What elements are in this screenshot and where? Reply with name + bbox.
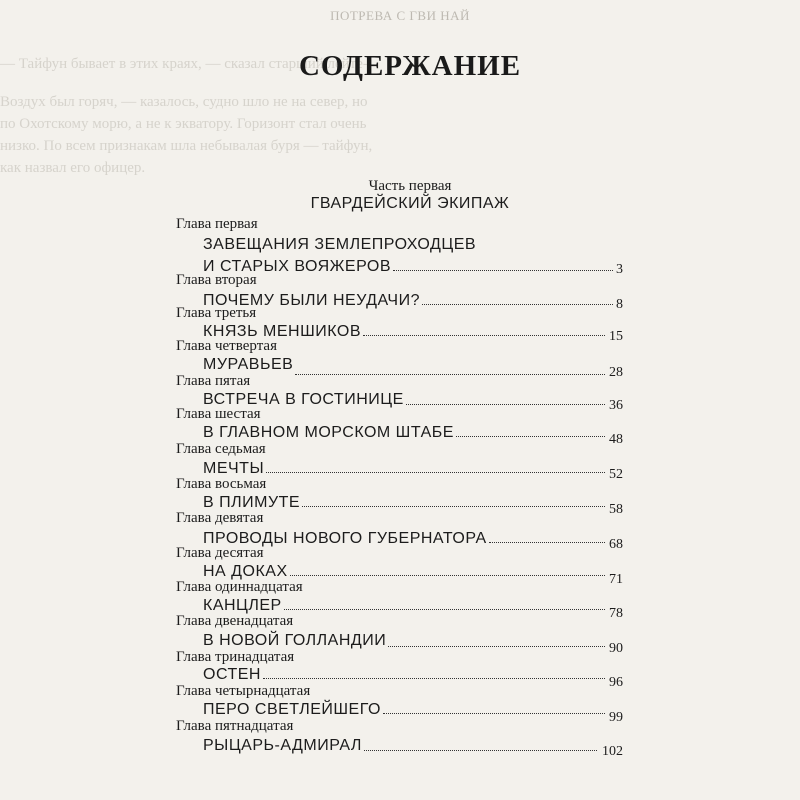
- chapter-title: В ПЛИМУТЕ: [203, 494, 301, 511]
- page-number: 68: [609, 537, 623, 552]
- chapter-label: Глава десятая: [176, 545, 264, 561]
- chapter-label: Глава восьмая: [176, 476, 267, 492]
- chapter-label: Глава вторая: [176, 272, 257, 288]
- chapter-title: НА ДОКАХ: [203, 563, 288, 580]
- chapter-title: МУРАВЬЕВ: [203, 356, 294, 373]
- show-through-text: как назвал его офицер.: [0, 160, 146, 176]
- show-through-text: по Охотскому морю, а не к экватору. Горизонт стал очень: [0, 116, 367, 132]
- leader-dots: [266, 472, 605, 473]
- leader-dots: [290, 575, 605, 576]
- chapter-label: Глава одиннадцатая: [176, 579, 303, 595]
- page-number: 58: [609, 502, 623, 517]
- page-number: 52: [609, 467, 623, 482]
- chapter-title: В ГЛАВНОМ МОРСКОМ ШТАБЕ: [203, 424, 454, 441]
- chapter-title: ОСТЕН: [203, 666, 261, 683]
- chapter-title: ПРОВОДЫ НОВОГО ГУБЕРНАТОРА: [203, 530, 487, 547]
- chapter-title: ВСТРЕЧА В ГОСТИНИЦЕ: [203, 391, 404, 408]
- chapter-title: МЕЧТЫ: [203, 460, 265, 477]
- chapter-label: Глава девятая: [176, 510, 264, 526]
- page-number: 102: [602, 744, 623, 759]
- page-number: 96: [609, 675, 623, 690]
- leader-dots: [383, 713, 605, 714]
- page-number: 36: [609, 398, 623, 413]
- chapter-label: Глава первая: [176, 216, 258, 232]
- page-number: 48: [609, 432, 623, 447]
- page-number: 3: [616, 262, 623, 277]
- show-through-text: Воздух был горяч, — казалось, судно шло не на север, но: [0, 94, 368, 110]
- leader-dots: [422, 304, 613, 305]
- part-label: Часть первая: [368, 178, 452, 194]
- chapter-label: Глава шестая: [176, 406, 261, 422]
- chapter-title: ПЕРО СВЕТЛЕЙШЕГО: [203, 701, 381, 718]
- chapter-title: РЫЦАРЬ-АДМИРАЛ: [203, 737, 362, 754]
- leader-dots: [456, 436, 605, 437]
- chapter-label: Глава пятая: [176, 373, 251, 389]
- leader-dots: [284, 609, 605, 610]
- chapter-title: ПОЧЕМУ БЫЛИ НЕУДАЧИ?: [203, 292, 420, 309]
- show-through-text: — Тайфун бывает в этих краях, — сказал старший лейте-: [0, 56, 368, 72]
- chapter-title: В НОВОЙ ГОЛЛАНДИИ: [203, 632, 387, 649]
- page-number: 71: [609, 572, 623, 587]
- chapter-label: Глава третья: [176, 305, 257, 321]
- chapter-title: КНЯЗЬ МЕНШИКОВ: [203, 323, 362, 340]
- leader-dots: [263, 678, 605, 679]
- page-number: 28: [609, 365, 623, 380]
- chapter-label: Глава четвертая: [176, 338, 277, 354]
- chapter-label: Глава четырнадцатая: [176, 683, 311, 699]
- leader-dots: [489, 542, 605, 543]
- page-number: 78: [609, 606, 623, 621]
- leader-dots: [295, 374, 605, 375]
- chapter-label: Глава седьмая: [176, 441, 266, 457]
- leader-dots: [393, 270, 613, 271]
- chapter-label: Глава двенадцатая: [176, 613, 294, 629]
- page-number: 90: [609, 641, 623, 656]
- leader-dots: [364, 750, 597, 751]
- page-title: СОДЕРЖАНИЕ: [298, 50, 522, 82]
- chapter-title: ЗАВЕЩАНИЯ ЗЕМЛЕПРОХОДЦЕВ: [203, 236, 477, 253]
- running-head: ПОТРЕВА С ГВИ НАЙ: [330, 8, 470, 23]
- leader-dots: [406, 404, 605, 405]
- chapter-title: КАНЦЛЕР: [203, 597, 282, 614]
- show-through-text: низко. По всем признакам шла небывалая буря — тайфун,: [0, 138, 373, 154]
- chapter-label: Глава тринадцатая: [176, 649, 295, 665]
- leader-dots: [302, 506, 605, 507]
- leader-dots: [388, 646, 605, 647]
- leader-dots: [363, 335, 605, 336]
- page-number: 99: [609, 710, 623, 725]
- page-number: 8: [616, 297, 623, 312]
- chapter-label: Глава пятнадцатая: [176, 718, 294, 734]
- page-number: 15: [609, 329, 623, 344]
- chapter-title: И СТАРЫХ ВОЯЖЕРОВ: [203, 258, 392, 275]
- part-title: ГВАРДЕЙСКИЙ ЭКИПАЖ: [310, 195, 510, 212]
